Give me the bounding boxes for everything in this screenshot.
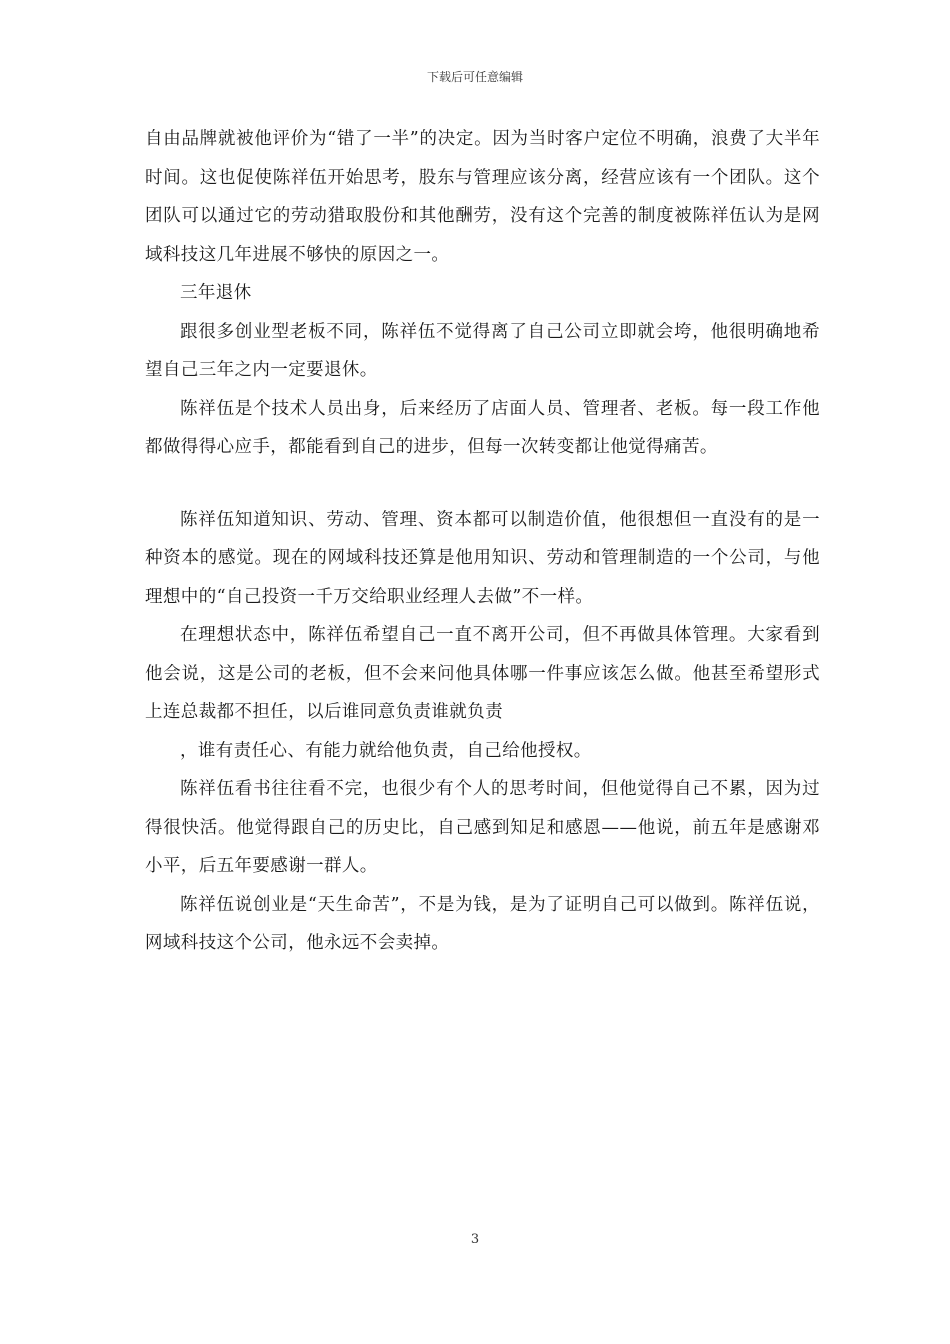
paragraph-4: 陈祥伍知道知识、劳动、管理、资本都可以制造价值，他很想但一直没有的是一种资本的感觉。现在的网域科技还算是他用知识、劳动和管理制造的一个公司，与他理想中的“自己投资一千万交给职业经理人去做”不一样。 bbox=[145, 509, 820, 607]
page-header: 下载后可任意编辑 bbox=[426, 70, 523, 84]
paragraph-3: 陈祥伍是个技术人员出身，后来经历了店面人员、管理者、老板。每一段工作他都做得得心应手，都能看到自己的进步，但每一次转变都让他觉得痛苦。 bbox=[145, 398, 820, 457]
paragraph-7: 陈祥伍看书往往看不完，也很少有个人的思考时间，但他觉得自己不累，因为过得很快活。他觉得跟自己的历史比，自己感到知足和感恩——他说，前五年是感谢邓小平，后五年要感谢一群人。 bbox=[145, 779, 820, 876]
paragraph-8: 陈祥伍说创业是“天生命苦”，不是为钱，是为了证明自己可以做到。陈祥伍说，网域科技这个公司，他永远不会卖掉。 bbox=[145, 894, 820, 953]
document-body bbox=[145, 120, 820, 963]
section-heading: 三年退休 bbox=[180, 283, 252, 303]
paragraph-1: 自由品牌就被他评价为“错了一半”的决定。因为当时客户定位不明确，浪费了大半年时间。这也促使陈祥伍开始思考，股东与管理应该分离，经营应该有一个团队。这个团队可以通过它的劳动猎取股份和其他酬劳，没有这个完善的制度被陈祥伍认为是网域科技这几年进展不够快的原因之一。 bbox=[145, 129, 820, 265]
paragraph-6: ，谁有责任心、有能力就给他负责，自己给他授权。 bbox=[180, 740, 592, 761]
paragraph-2: 跟很多创业型老板不同，陈祥伍不觉得离了自己公司立即就会垮，他很明确地希望自己三年之内一定要退休。 bbox=[145, 321, 820, 380]
paragraph-5: 在理想状态中，陈祥伍希望自己一直不离开公司，但不再做具体管理。大家看到他会说，这是公司的老板，但不会来问他具体哪一件事应该怎么做。他甚至希望形式上连总裁都不担任，以后谁同意负责谁就负责 bbox=[145, 625, 820, 722]
page-number: 3 bbox=[470, 1232, 480, 1247]
paragraph-gap bbox=[145, 467, 820, 501]
